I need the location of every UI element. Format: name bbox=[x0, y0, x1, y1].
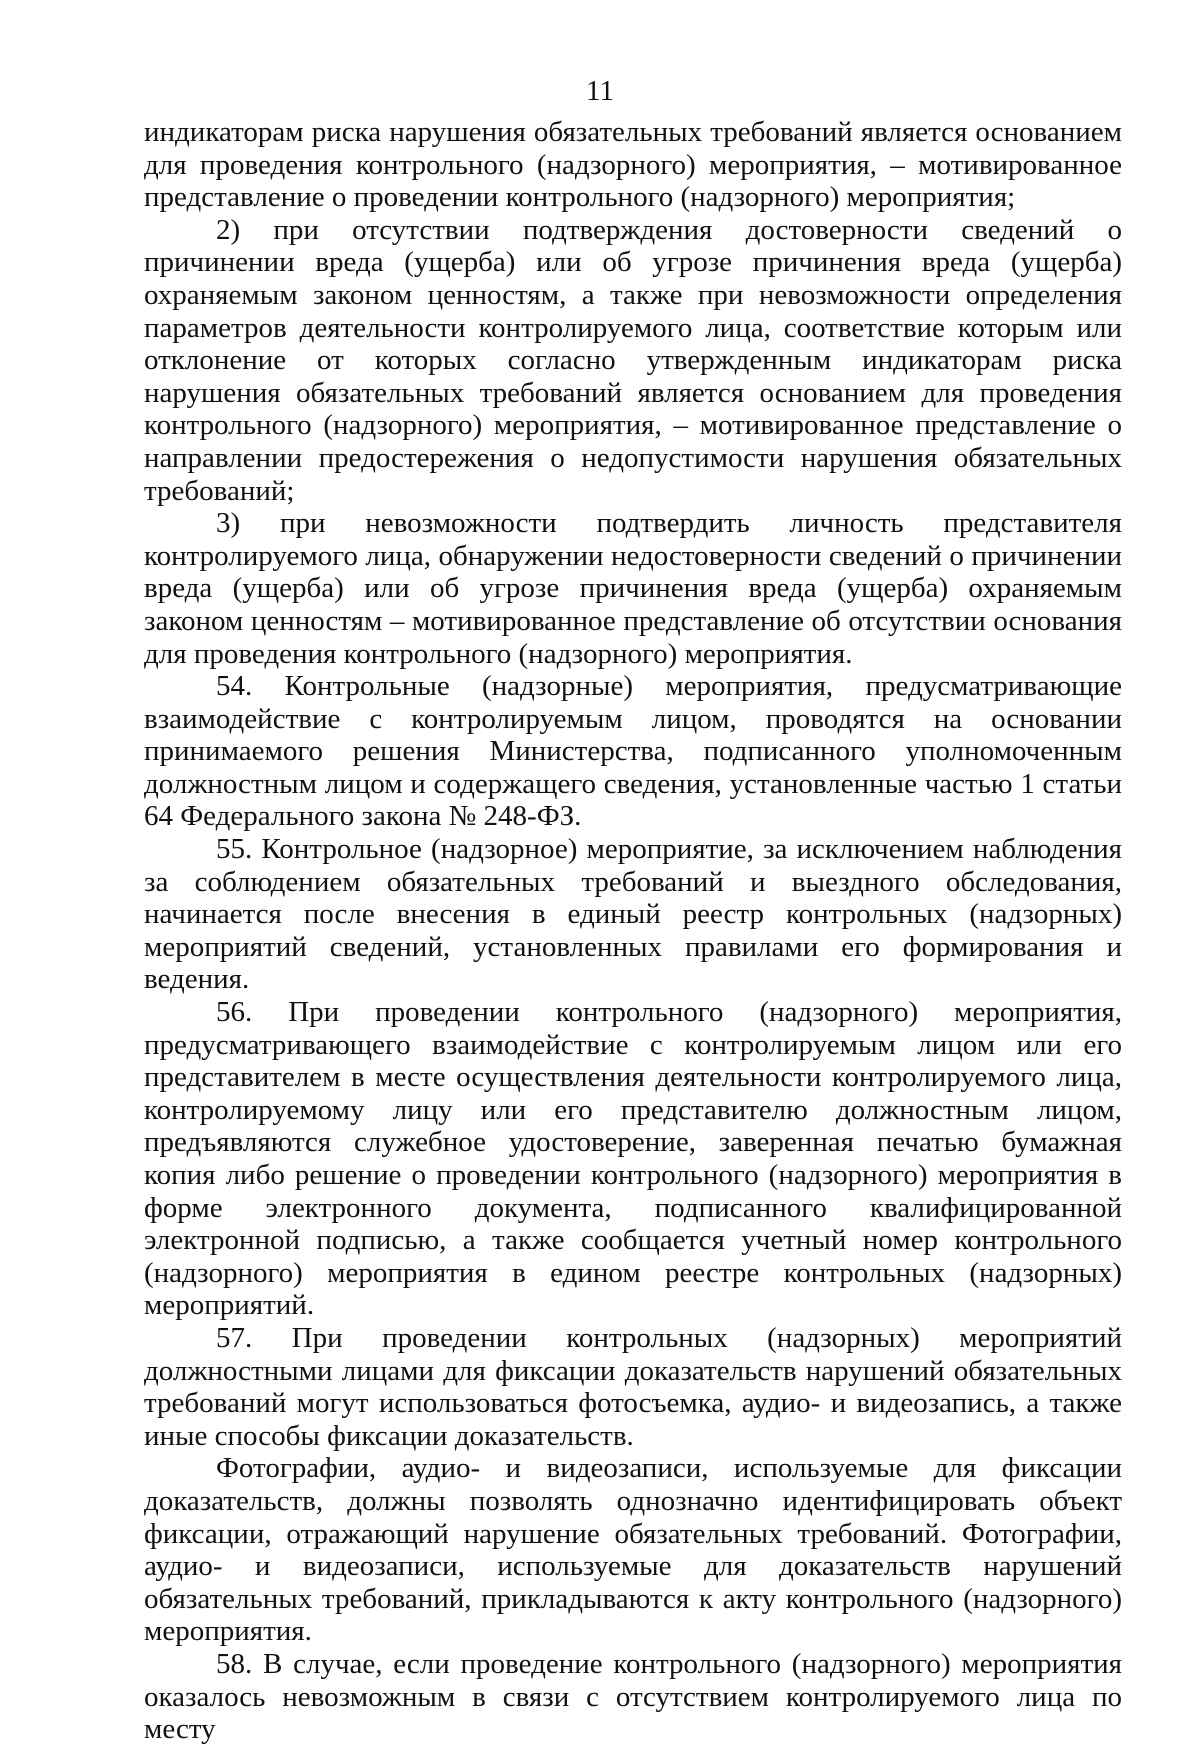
paragraph-continuation: индикаторам риска нарушения обязательных требований является основанием для проведения контрольного (надзорного) мероприятия, – мотивированное представление о проведении контрольного (надзорного) мероприятия; bbox=[144, 116, 1122, 214]
paragraph-clause-54: 54. Контрольные (надзорные) мероприятия, предусматривающие взаимодействие с контролируемым лицом, проводятся на основании принимаемого решения Министерства, подписанного уполномоченным должностным лицом и содержащего сведения, установленные частью 1 статьи 64 Федерального закона № 248-ФЗ. bbox=[144, 670, 1122, 833]
paragraph-clause-57: 57. При проведении контрольных (надзорных) мероприятий должностными лицами для фиксации доказательств нарушений обязательных требований могут использоваться фотосъемка, аудио- и видеозапись, а также иные способы фиксации доказательств. bbox=[144, 1321, 1122, 1452]
paragraph-item-3: 3) при невозможности подтвердить личность представителя контролируемого лица, обнаружении недостоверности сведений о причинении вреда (ущерба) или об угрозе причинения вреда (ущерба) охраняемым законом ценностям – мотивированное представление об отсутствии основания для проведения контрольного (надзорного) мероприятия. bbox=[144, 507, 1122, 670]
paragraph-item-2: 2) при отсутствии подтверждения достоверности сведений о причинении вреда (ущерба) или об угрозе причинения вреда (ущерба) охраняемым законом ценностям, а также при невозможности определения параметров деятельности контролируемого лица, соответствие которым или отклонение от которых согласно утвержденным индикаторам риска нарушения обязательных требований является основанием для проведения контрольного (надзорного) мероприятия, – мотивированное представление о направлении предостережения о недопустимости нарушения обязательных требований; bbox=[144, 213, 1122, 507]
paragraph-clause-55: 55. Контрольное (надзорное) мероприятие, за исключением наблюдения за соблюдением обязательных требований и выездного обследования, начинается после внесения в единый реестр контрольных (надзорных) мероприятий сведений, установленных правилами его формирования и ведения. bbox=[144, 833, 1122, 996]
page-number: 11 bbox=[586, 75, 614, 107]
paragraph-clause-57-photos: Фотографии, аудио- и видеозаписи, используемые для фиксации доказательств, должны позволять однозначно идентифицировать объект фиксации, отражающий нарушение обязательных требований. Фотографии, аудио- и видеозаписи, используемые для доказательств нарушений обязательных требований, прикладываются к акту контрольного (надзорного) мероприятия. bbox=[144, 1452, 1122, 1648]
paragraph-clause-58: 58. В случае, если проведение контрольного (надзорного) мероприятия оказалось невозможным в связи с отсутствием контролируемого лица по месту bbox=[144, 1647, 1122, 1746]
paragraph-clause-56: 56. При проведении контрольного (надзорного) мероприятия, предусматривающего взаимодействие с контролируемым лицом или его представителем в месте осуществления деятельности контролируемого лица, контролируемому лицу или его представителю должностным лицом, предъявляются служебное удостоверение, заверенная печатью бумажная копия либо решение о проведении контрольного (надзорного) мероприятия в форме электронного документа, подписанного квалифицированной электронной подписью, а также сообщается учетный номер контрольного (надзорного) мероприятия в едином реестре контрольных (надзорных) мероприятий. bbox=[144, 996, 1122, 1322]
document-body bbox=[144, 116, 1122, 1746]
